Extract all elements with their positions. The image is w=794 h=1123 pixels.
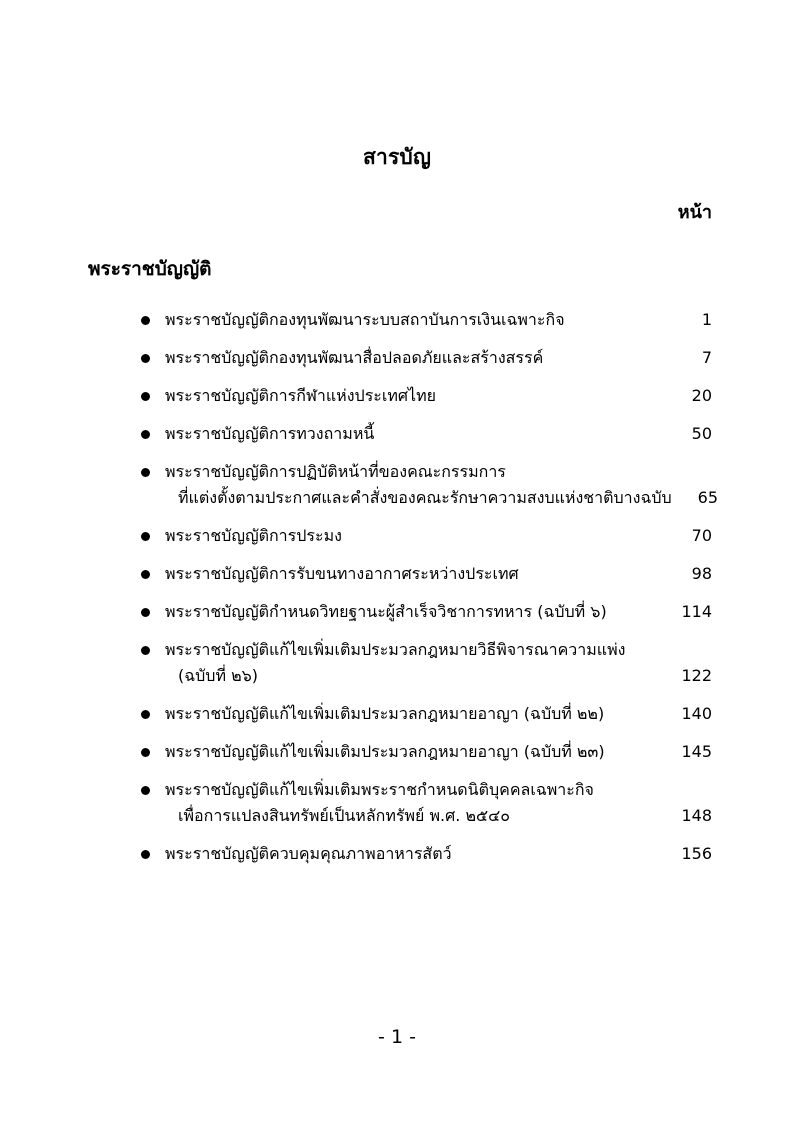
toc-entry-title-continued: เพื่อการแปลงสินทรัพย์เป็นหลักทรัพย์ พ.ศ. ๒๕๔๐ (178, 806, 510, 825)
toc-entry-page-number: 122 (681, 666, 712, 685)
bullet-icon (141, 850, 150, 859)
toc-entry-line (0, 599, 794, 625)
toc-entry-title: พระราชบัญญัติควบคุมคุณภาพอาหารสัตว์ (165, 844, 452, 863)
toc-entry-line (0, 841, 794, 867)
toc-entry-title: พระราชบัญญัติการกีฬาแห่งประเทศไทย (165, 386, 437, 405)
toc-entry-line (0, 637, 794, 663)
toc-entry[interactable] (0, 637, 794, 689)
toc-entry-line (0, 739, 794, 765)
toc-entry-title: พระราชบัญญัติการรับขนทางอากาศระหว่างประเทศ (165, 564, 519, 583)
toc-entry-page-number: 1 (701, 310, 712, 329)
toc-entry[interactable] (0, 701, 794, 727)
toc-entry-page-number: 70 (691, 526, 712, 545)
bullet-icon (141, 468, 150, 477)
toc-entry-line (0, 523, 794, 549)
bullet-icon (141, 710, 150, 719)
toc-entry-page-number: 148 (681, 806, 712, 825)
table-of-contents-list (0, 307, 794, 879)
toc-entry-line-continued (0, 663, 794, 689)
bullet-icon (141, 646, 150, 655)
toc-entry-line-continued (0, 485, 794, 511)
page-title: สารบัญ (362, 145, 432, 169)
page-column-header: หน้า (677, 202, 712, 223)
toc-entry-title: พระราชบัญญัติการทวงถามหนี้ (165, 424, 375, 443)
toc-entry[interactable] (0, 739, 794, 765)
toc-entry[interactable] (0, 307, 794, 333)
bullet-icon (141, 786, 150, 795)
toc-entry[interactable] (0, 383, 794, 409)
toc-entry-title-continued: ที่แต่งตั้งตามประกาศและคำสั่งของคณะรักษาความสงบแห่งชาติบางฉบับ (178, 488, 672, 507)
toc-entry-page-number: 7 (701, 348, 712, 367)
toc-entry-title: พระราชบัญญัติการประมง (165, 526, 342, 545)
toc-entry-title: พระราชบัญญัติการปฏิบัติหน้าที่ของคณะกรรมการ (165, 462, 506, 481)
bullet-icon (141, 430, 150, 439)
toc-entry-title: พระราชบัญญัติกำหนดวิทยฐานะผู้สำเร็จวิชาการทหาร (ฉบับที่ ๖) (165, 602, 607, 621)
toc-entry[interactable] (0, 561, 794, 587)
section-heading-act: พระราชบัญญัติ (88, 258, 212, 280)
toc-entry-line (0, 777, 794, 803)
toc-entry[interactable] (0, 523, 794, 549)
bullet-icon (141, 316, 150, 325)
toc-entry-page-number: 114 (681, 602, 712, 621)
bullet-icon (141, 608, 150, 617)
toc-entry-line (0, 307, 794, 333)
bullet-icon (141, 748, 150, 757)
toc-entry[interactable] (0, 459, 794, 511)
toc-entry-title: พระราชบัญญัติแก้ไขเพิ่มเติมประมวลกฎหมายวิธีพิจารณาความแพ่ง (165, 640, 626, 659)
toc-entry-line (0, 383, 794, 409)
toc-entry-line (0, 701, 794, 727)
toc-entry[interactable] (0, 599, 794, 625)
toc-entry[interactable] (0, 421, 794, 447)
bullet-icon (141, 570, 150, 579)
toc-entry-title-continued: (ฉบับที่ ๒๖) (178, 666, 259, 685)
toc-entry[interactable] (0, 777, 794, 829)
toc-entry-title: พระราชบัญญัติแก้ไขเพิ่มเติมประมวลกฎหมายอาญา (ฉบับที่ ๒๒) (165, 704, 605, 723)
toc-entry-title: พระราชบัญญัติกองทุนพัฒนาระบบสถาบันการเงินเฉพาะกิจ (165, 310, 565, 329)
toc-entry-title: พระราชบัญญัติแก้ไขเพิ่มเติมพระราชกำหนดนิติบุคคลเฉพาะกิจ (165, 780, 594, 799)
toc-entry-line (0, 459, 794, 485)
toc-entry-line (0, 421, 794, 447)
toc-entry-title: พระราชบัญญัติแก้ไขเพิ่มเติมประมวลกฎหมายอาญา (ฉบับที่ ๒๓) (165, 742, 605, 761)
bullet-icon (141, 532, 150, 541)
toc-entry[interactable] (0, 345, 794, 371)
toc-entry-page-number: 145 (681, 742, 712, 761)
toc-entry-page-number: 50 (691, 424, 712, 443)
toc-entry-line-continued (0, 803, 794, 829)
toc-entry-page-number: 156 (681, 844, 712, 863)
toc-entry-line (0, 345, 794, 371)
bullet-icon (141, 392, 150, 401)
toc-entry-line (0, 561, 794, 587)
toc-entry-page-number: 98 (691, 564, 712, 583)
toc-entry-page-number: 20 (691, 386, 712, 405)
toc-entry-page-number: 140 (681, 704, 712, 723)
toc-entry-page-number: 65 (697, 488, 718, 507)
footer-page-number: - 1 - (378, 1026, 416, 1048)
toc-entry-title: พระราชบัญญัติกองทุนพัฒนาสื่อปลอดภัยและสร้างสรรค์ (165, 348, 544, 367)
toc-entry[interactable] (0, 841, 794, 867)
bullet-icon (141, 354, 150, 363)
